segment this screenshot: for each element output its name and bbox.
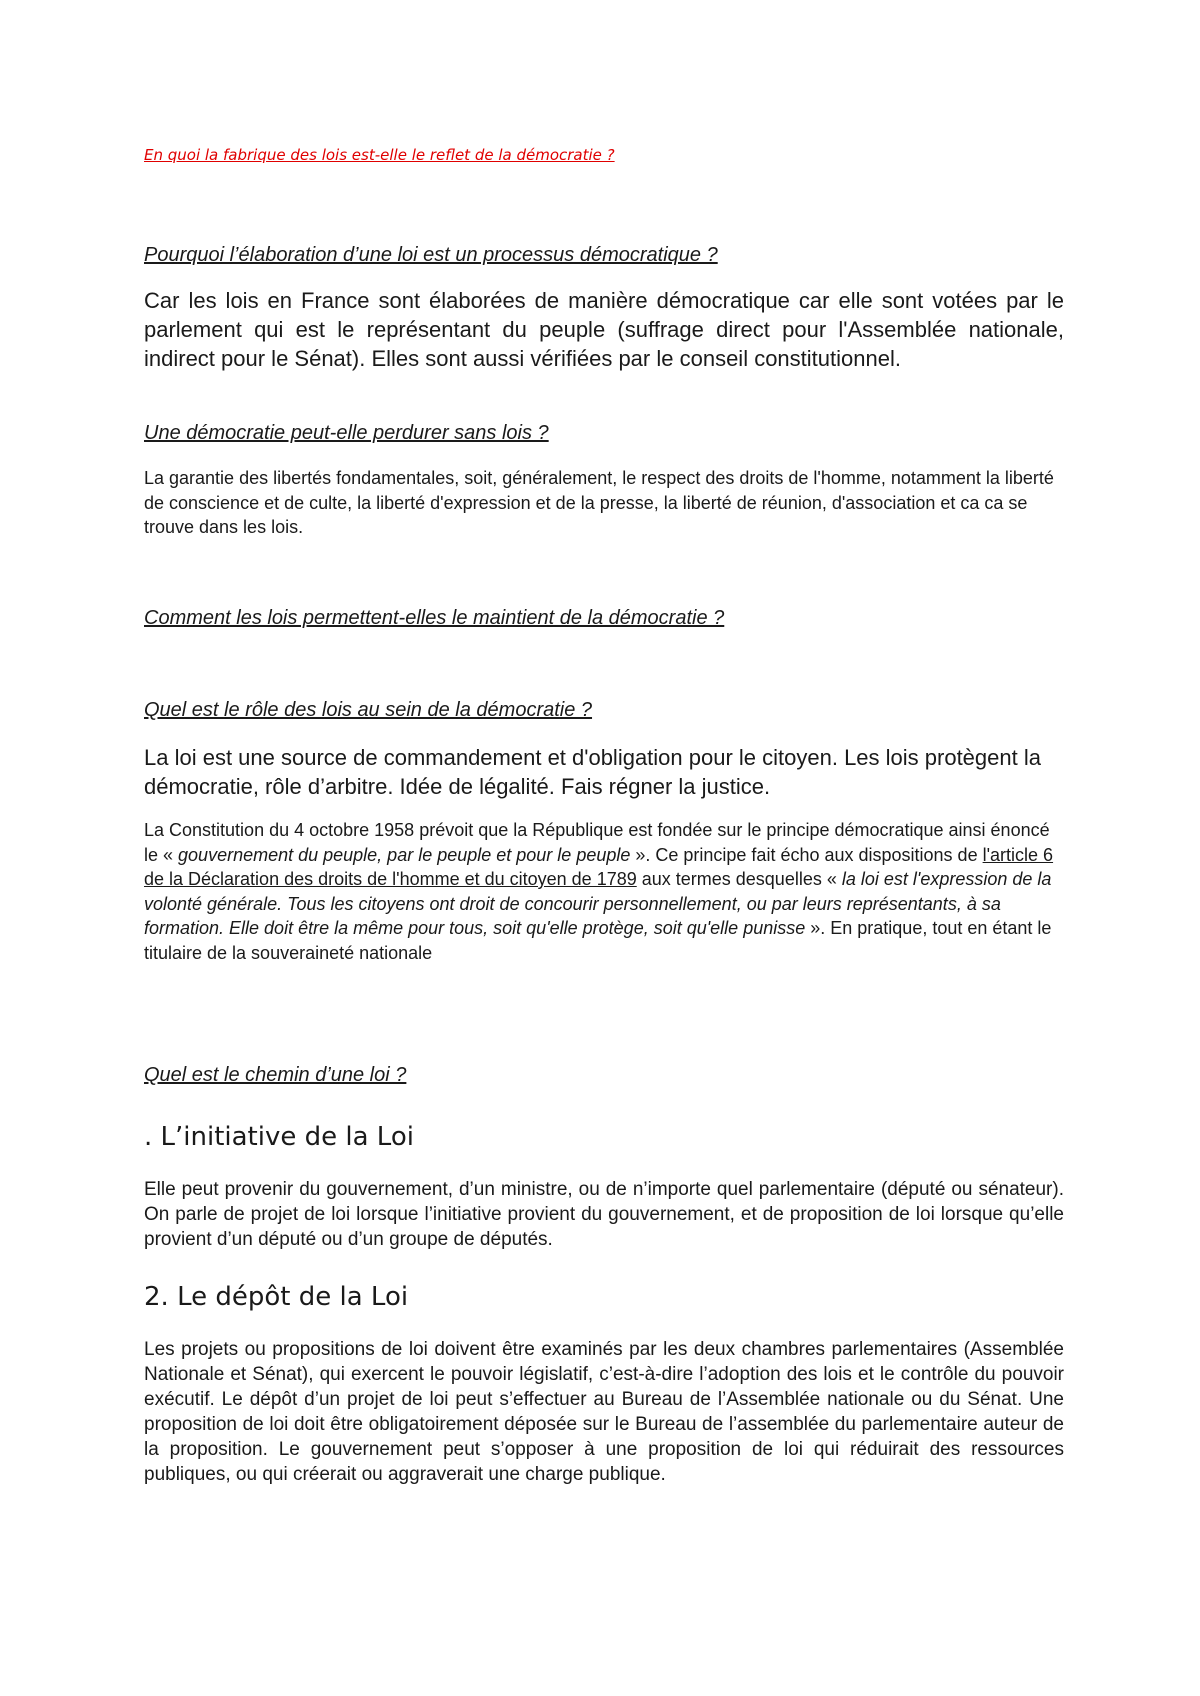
constitution-text-2: ». Ce principe fait écho aux dispositions de <box>630 844 983 865</box>
question-heading-5: Quel est le chemin d’une loi ? <box>144 1064 407 1086</box>
question-heading-3: Comment les lois permettent-elles le maintient de la démocratie ? <box>144 607 725 629</box>
question-heading-2: Une démocratie peut-elle perdurer sans lois ? <box>144 422 549 444</box>
constitution-text-1: La Constitution du 4 octobre 1958 prévoit que la République est fondée sur le principe démocratique ainsi énoncé le « <box>144 820 1050 865</box>
document-title: En quoi la fabrique des lois est-elle le reflet de la démocratie ? <box>144 146 615 164</box>
constitution-quote-1: gouvernement du peuple, par le peuple et pour le peuple <box>178 844 631 865</box>
section-heading-initiative: . L’initiative de la Loi <box>144 1122 414 1152</box>
depot-paragraph: Les projets ou propositions de loi doivent être examinés par les deux chambres parlementaires (Assemblée Nationale et Sénat), qui exercent le pouvoir législatif, c’est-à-dire l’adoption des lois et le contrôle du pouvoir exécutif. Le dépôt d’un projet de loi peut s’effectuer au Bureau de l’Assemblée nationale ou du Sénat. Une proposition de loi doit être obligatoirement déposée sur le Bureau de l’assemblée du parlementaire auteur de la proposition. Le gouvernement peut s’opposer à une proposition de loi qui réduirait des ressources publiques, ou qui créerait ou aggraverait une charge publique. <box>144 1339 1064 1485</box>
constitution-text-4: ». En pratique, tout en étant le titulaire de la souveraineté nationale <box>144 918 1052 963</box>
section-heading-depot: 2. Le dépôt de la Loi <box>144 1282 409 1312</box>
question-heading-4: Quel est le rôle des lois au sein de la démocratie ? <box>144 699 593 721</box>
constitution-quote-2: la loi est l'expression de la volonté générale. Tous les citoyens ont droit de concourir personnellement, ou par leurs représentants, à sa formation. Elle doit être la même pour tous, soit qu'elle protège, soit qu'elle punisse <box>144 869 1052 938</box>
answer-paragraph-1: Car les lois en France sont élaborées de manière démocratique car elle sont votées par le parlement qui est le représentant du peuple (suffrage direct pour l'Assemblée nationale, indirect pour le Sénat). Elles sont aussi vérifiées par le conseil constitutionnel. <box>144 288 1064 371</box>
article-6-link[interactable]: l'article 6 de la Déclaration des droits de l'homme et du citoyen de 1789 <box>144 844 1054 889</box>
initiative-paragraph: Elle peut provenir du gouvernement, d’un ministre, ou de n’importe quel parlementaire (député ou sénateur). On parle de projet de loi lorsque l’initiative provient du gouvernement, et de proposition de loi lorsque qu’elle provient d’un député ou d’un groupe de députés. <box>144 1179 1064 1250</box>
answer-paragraph-4: La loi est une source de commandement et d'obligation pour le citoyen. Les lois protègent la démocratie, rôle d’arbitre. Idée de légalité. Fais régner la justice. <box>144 745 1041 799</box>
question-heading-1: Pourquoi l’élaboration d’une loi est un processus démocratique ? <box>144 244 718 266</box>
answer-paragraph-2: La garantie des libertés fondamentales, soit, généralement, le respect des droits de l'homme, notamment la liberté de conscience et de culte, la liberté d'expression et de la presse, la liberté de réunion, d'association et ca ca se trouve dans les lois. <box>144 468 1054 537</box>
constitution-text-3: aux termes desquelles « <box>636 869 842 889</box>
constitution-paragraph <box>144 818 1064 965</box>
